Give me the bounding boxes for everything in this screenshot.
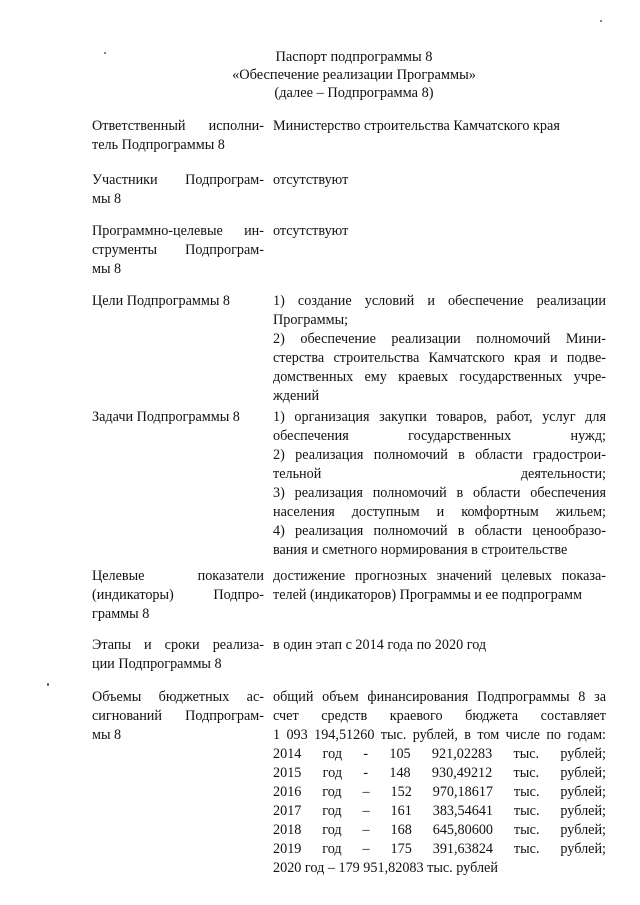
text-line: ции Подпрограммы 8	[92, 656, 222, 672]
text-line: 2015 год - 148 930,49212 тыс. рублей;	[273, 765, 606, 781]
text-line: вания и сметного нормирования в строительстве	[273, 542, 568, 558]
text-line: телей (индикаторов) Программы и ее подпрограмм	[273, 587, 583, 603]
text-line: (индикаторы) Подпро-	[92, 587, 264, 603]
text-line: тельной деятельности;	[273, 466, 606, 482]
row-label	[92, 636, 264, 674]
text-line: 4) реализация полномочий в области ценообразо-	[273, 523, 606, 539]
row-label	[92, 117, 264, 155]
text-line: 2) реализация полномочий в области градострои-	[273, 447, 606, 463]
text-line: домственных ему краевых государственных учре-	[273, 369, 606, 385]
text-line: мы 8	[92, 261, 122, 277]
title-line-3: (далее – Подпрограмма 8)	[274, 85, 434, 101]
text-line: Участники Подпрограм-	[92, 172, 264, 188]
title-line-2: «Обеспечение реализации Программы»	[232, 67, 476, 83]
text-line: 2019 год – 175 391,63824 тыс. рублей;	[273, 841, 606, 857]
text-line: отсутствуют	[273, 223, 349, 239]
row-label	[92, 688, 264, 745]
row-label	[92, 408, 264, 427]
text-line: Программы;	[273, 312, 349, 328]
document-title	[0, 48, 640, 102]
text-line: сигнований Подпрограм-	[92, 708, 264, 724]
row-label	[92, 222, 264, 279]
text-line: мы 8	[92, 191, 122, 207]
text-line: 1) организация закупки товаров, работ, услуг для	[273, 409, 606, 425]
text-line: 2018 год – 168 645,80600 тыс. рублей;	[273, 822, 606, 838]
text-line: Ответственный исполни-	[92, 118, 264, 134]
text-line: 3) реализация полномочий в области обеспечения	[273, 485, 606, 501]
row-value	[273, 688, 606, 878]
text-line: 1 093 194,51260 тыс. рублей, в том числе по годам:	[273, 727, 606, 743]
text-line: 2016 год – 152 970,18617 тыс. рублей;	[273, 784, 606, 800]
text-line: 2) обеспечение реализации полномочий Мини-	[273, 331, 606, 347]
text-line: в один этап с 2014 года по 2020 год	[273, 637, 487, 653]
row-value	[273, 408, 606, 560]
text-line: Министерство строительства Камчатского края	[273, 118, 560, 134]
text-line: стерства строительства Камчатского края и подве-	[273, 350, 606, 366]
scan-speck	[47, 683, 49, 686]
text-line: Этапы и сроки реализа-	[92, 637, 264, 653]
row-value	[273, 292, 606, 406]
scan-speck	[104, 52, 106, 54]
text-line: счет средств краевого бюджета составляет	[273, 708, 606, 724]
row-value	[273, 636, 606, 655]
text-line: отсутствуют	[273, 172, 349, 188]
text-line: достижение прогнозных значений целевых показа-	[273, 568, 606, 584]
row-label	[92, 171, 264, 209]
text-line: ждений	[273, 388, 320, 404]
title-line-1: Паспорт подпрограммы 8	[275, 49, 433, 65]
text-line: Целевые показатели	[92, 568, 264, 584]
row-value	[273, 171, 606, 190]
row-value	[273, 117, 606, 136]
row-label	[92, 292, 264, 311]
text-line: тель Подпрограммы 8	[92, 137, 225, 153]
text-line: Объемы бюджетных ас-	[92, 689, 264, 705]
text-line: Задачи Подпрограммы 8	[92, 409, 240, 425]
text-line: 1) создание условий и обеспечение реализации	[273, 293, 606, 309]
text-line: 2014 год - 105 921,02283 тыс. рублей;	[273, 746, 606, 762]
text-line: Цели Подпрограммы 8	[92, 293, 231, 309]
scan-speck	[600, 20, 602, 22]
text-line: струменты Подпрограм-	[92, 242, 264, 258]
text-line: граммы 8	[92, 606, 150, 622]
text-line: общий объем финансирования Подпрограммы 8 за	[273, 689, 606, 705]
text-line: 2017 год – 161 383,54641 тыс. рублей;	[273, 803, 606, 819]
text-line: мы 8	[92, 727, 122, 743]
row-value	[273, 567, 606, 605]
text-line: обеспечения государственных нужд;	[273, 428, 606, 444]
row-label	[92, 567, 264, 624]
row-value	[273, 222, 606, 241]
text-line: Программно-целевые ин-	[92, 223, 264, 239]
text-line: 2020 год – 179 951,82083 тыс. рублей	[273, 860, 498, 876]
text-line: населения доступным и комфортным жильем;	[273, 504, 606, 520]
